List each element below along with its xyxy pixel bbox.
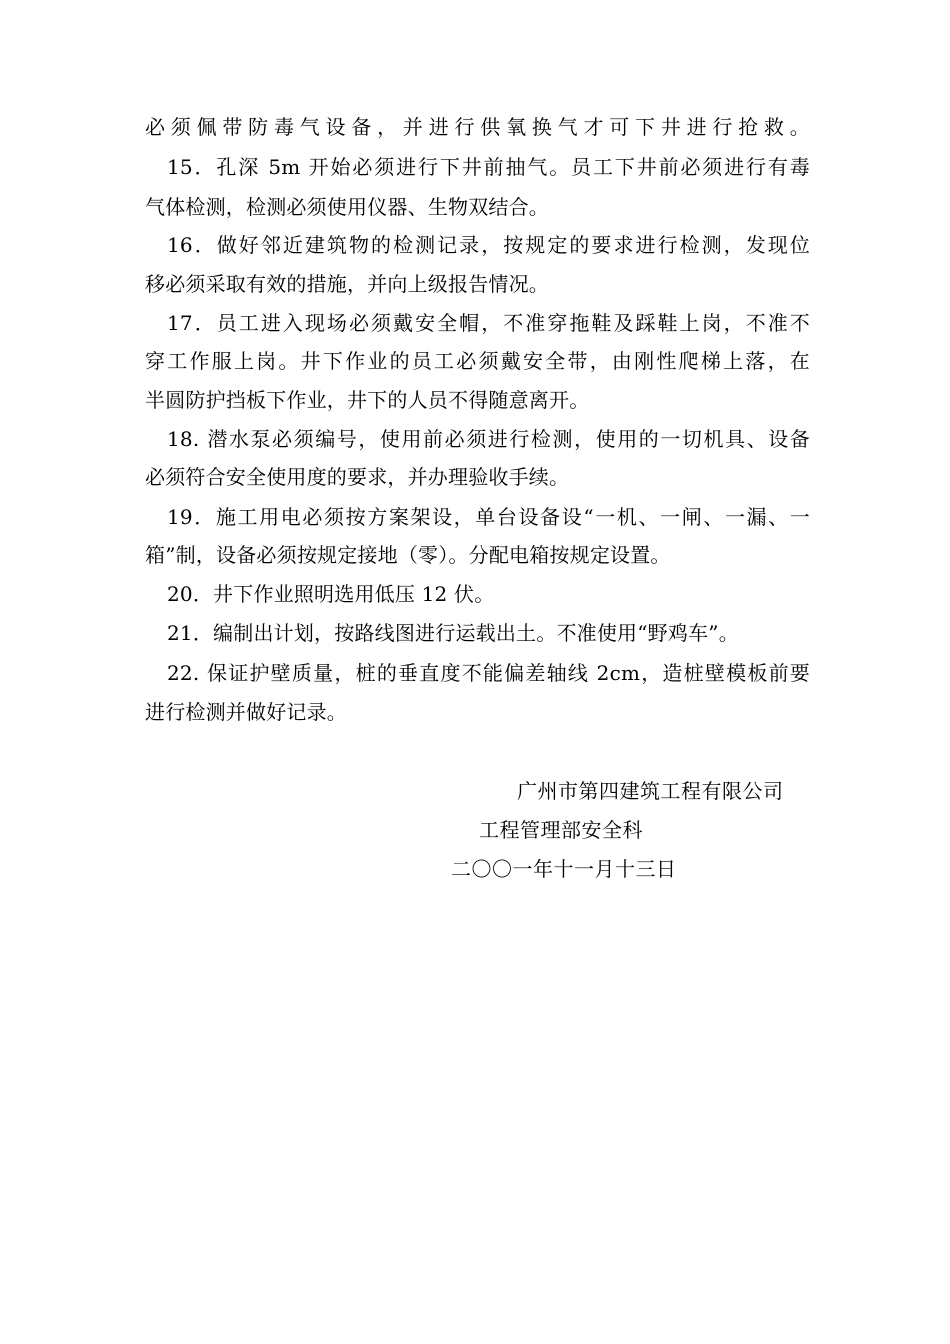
rule-15-line-2: 气体检测，检测必须使用仪器、生物双结合。	[145, 195, 549, 219]
rule-21-line-1: 21．编制出计划，按路线图进行运载出土。不准使用“野鸡车”。	[167, 621, 739, 645]
rule-19-line-2: 箱”制，设备必须按规定接地（零）。分配电箱按规定设置。	[145, 543, 671, 567]
signature-department: 工程管理部安全科	[479, 818, 643, 842]
rule-15-line-1: 15．孔深 5m 开始必须进行下井前抽气。员工下井前必须进行有毒	[167, 155, 810, 179]
rule-19-line-1: 19．施工用电必须按方案架设，单台设备设“一机、一闸、一漏、一	[167, 505, 810, 529]
signature-date: 二〇〇一年十一月十三日	[451, 857, 677, 881]
rule-17-line-2: 穿工作服上岗。井下作业的员工必须戴安全带，由刚性爬梯上落，在	[145, 349, 810, 373]
rule-20-line-1: 20．井下作业照明选用低压 12 伏。	[167, 582, 495, 606]
rule-16-line-1: 16．做好邻近建筑物的检测记录，按规定的要求进行检测，发现位	[167, 233, 810, 257]
rule-16-line-2: 移必须采取有效的措施，并向上级报告情况。	[145, 272, 549, 296]
signature-company: 广州市第四建筑工程有限公司	[517, 779, 784, 803]
rule-22-line-2: 进行检测并做好记录。	[145, 700, 347, 724]
rule-17-line-3: 半圆防护挡板下作业，井下的人员不得随意离开。	[145, 388, 590, 412]
text-line-continuation: 必须佩带防毒气设备，并进行供氧换气才可下井进行抢救。	[145, 115, 810, 139]
rule-17-line-1: 17．员工进入现场必须戴安全帽，不准穿拖鞋及踩鞋上岗，不准不	[167, 311, 810, 335]
rule-22-line-1: 22. 保证护壁质量，桩的垂直度不能偏差轴线 2cm，造桩壁模板前要	[167, 661, 810, 685]
rule-18-line-1: 18. 潜水泵必须编号，使用前必须进行检测，使用的一切机具、设备	[167, 427, 810, 451]
rule-18-line-2: 必须符合安全使用度的要求，并办理验收手续。	[145, 465, 570, 489]
